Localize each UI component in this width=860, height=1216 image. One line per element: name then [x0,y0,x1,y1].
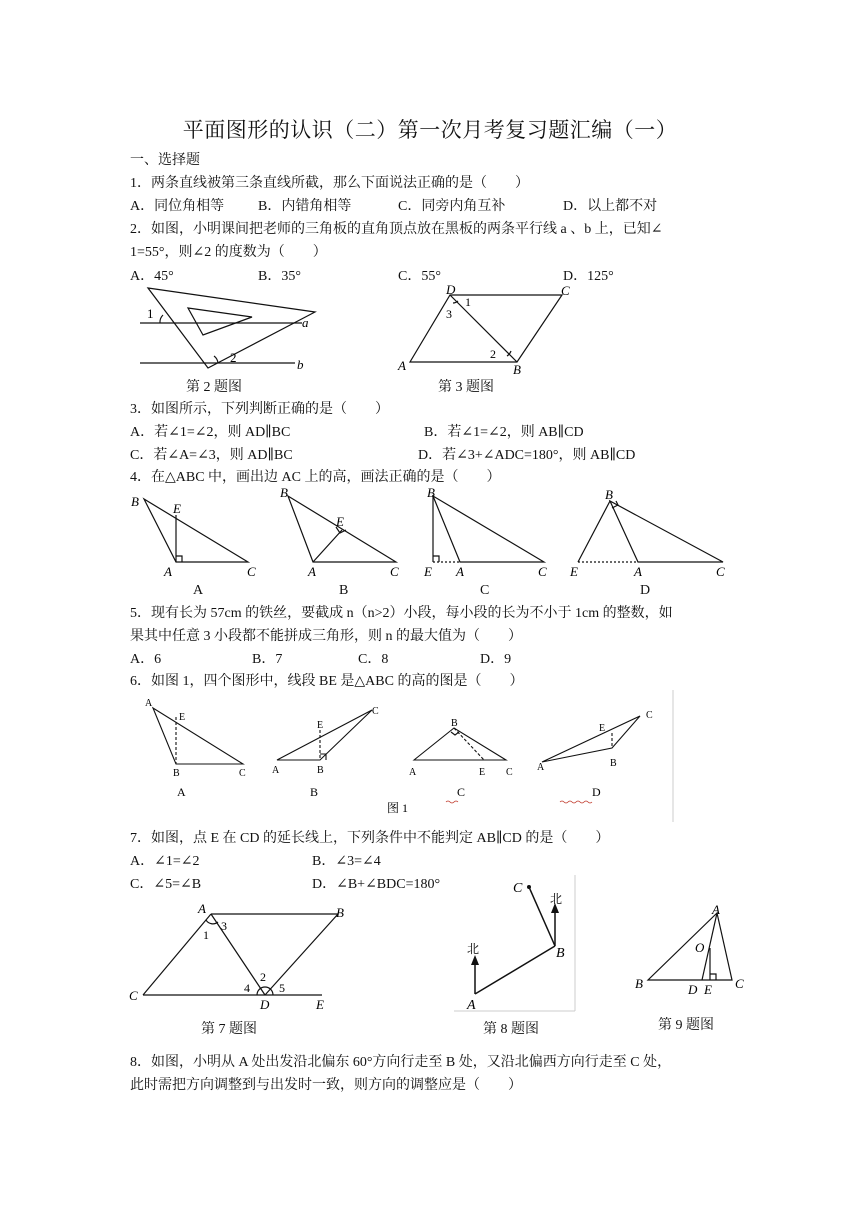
q1-stem: 1．两条直线被第三条直线所截，那么下面说法正确的是（ ） [130,176,529,191]
fig4b-label-e: E [336,514,344,529]
q3-stem: 3．如图所示，下列判断正确的是（ ） [130,402,389,417]
fig6-option-d: D [592,785,601,799]
fig8-caption: 第 8 题图 [483,1022,539,1037]
q7-option-c: C．∠5=∠B [130,877,202,892]
fig4c-label-a: A [456,564,464,579]
figure-q7 [126,900,346,1015]
fig7-label-c: C [129,988,138,1003]
q7-option-b: B．∠3=∠4 [312,854,381,869]
fig8-label-north-b: 北 [550,892,563,906]
fig6-option-b: B [310,785,319,799]
fig7-label-1: 1 [203,928,209,942]
q1-option-c: C．同旁内角互补 [398,199,506,214]
fig6d-label-a: A [537,762,545,773]
fig6d-label-b: B [610,758,617,769]
fig6-option-c: C [457,785,466,799]
fig4a-label-a: A [164,564,172,579]
fig6a-label-b: B [173,768,180,779]
q2-stem-line2: 1=55°，则∠2 的度数为（ ） [130,245,327,260]
q4-label-b: B [339,583,349,598]
fig4c-label-b: B [427,485,435,500]
fig7-caption: 第 7 题图 [201,1022,257,1037]
fig4c-label-c: C [538,564,547,579]
fig4b-label-c: C [390,564,399,579]
q1-option-a: A．同位角相等 [130,199,225,214]
q5-option-c: C．8 [358,652,389,667]
fig6a-label-c: C [239,768,246,779]
fig3-label-b: B [513,362,521,377]
fig6c-label-c: C [506,767,513,778]
fig3-label-c: C [561,283,570,298]
q6-stem: 6．如图 1，四个图形中，线段 BE 是△ABC 的高的图是（ ） [130,674,524,689]
fig9-label-d: D [688,982,698,997]
fig2-caption: 第 2 题图 [186,380,242,395]
fig9-label-o: O [695,940,705,955]
fig6-option-a: A [177,785,186,799]
q5-option-b: B．7 [252,652,283,667]
fig2-label-a: a [302,315,309,330]
page-title: 平面图形的认识（二）第一次月考复习题汇编（一） [182,118,678,142]
q1-option-d: D．以上都不对 [563,199,658,214]
q5-stem-line1: 5．现有长为 57cm 的铁丝，要截成 n（n>2）小段，每小段的长为不小于 1cm 的整数，如 [130,606,673,621]
fig7-label-b: B [336,905,344,920]
fig7-label-a: A [198,901,206,916]
fig7-label-d: D [260,997,270,1012]
fig7-label-3: 3 [221,919,227,933]
q2-option-b: B．35° [258,269,301,284]
fig6b-label-c: C [372,706,379,717]
fig6c-label-b: B [451,718,458,729]
figure-q3 [395,282,585,377]
q7-option-a: A．∠1=∠2 [130,854,200,869]
fig7-label-5: 5 [279,981,285,995]
fig9-label-b: B [635,976,643,991]
fig8-label-b: B [556,946,565,961]
fig6c-label-e: E [479,767,486,778]
q4-label-c: C [480,583,490,598]
q8-stem-line1: 8．如图，小明从 A 处出发沿北偏东 60°方向行走至 B 处，又沿北偏西方向行走至 C 处， [130,1055,672,1070]
fig4d-label-b: B [605,487,613,502]
fig3-label-1: 1 [465,295,471,309]
q3-option-d: D．若∠3+∠ADC=180°，则 AB∥CD [418,448,636,463]
q2-stem-line1: 2．如图，小明课间把老师的三角板的直角顶点放在黑板的两条平行线 a 、b 上，已知∠ [130,222,663,237]
figure-q6 [130,690,675,822]
q4-label-a: A [193,583,204,598]
fig3-label-2: 2 [490,347,496,361]
fig4a-label-b: B [131,494,139,509]
fig3-caption: 第 3 题图 [438,380,494,395]
section-heading: 一、选择题 [130,153,200,168]
q2-option-d: D．125° [563,269,614,284]
q3-option-b: B．若∠1=∠2，则 AB∥CD [424,425,584,440]
fig4a-label-c: C [247,564,256,579]
fig7-label-4: 4 [244,981,250,995]
fig6c-label-a: A [409,767,417,778]
fig6b-label-b: B [317,765,324,776]
figure-q2 [130,285,320,375]
q3-option-a: A．若∠1=∠2，则 AD∥BC [130,425,291,440]
fig3-label-3: 3 [446,307,452,321]
figure-q4 [128,484,738,584]
fig4d-label-a: A [634,564,642,579]
q7-option-d: D．∠B+∠BDC=180° [312,877,441,892]
fig4d-label-e: E [570,564,578,579]
fig6a-label-e: E [179,712,186,723]
fig6b-label-e: E [317,720,324,731]
fig6a-label-a: A [145,698,153,709]
q3-option-c: C．若∠A=∠3，则 AD∥BC [130,448,293,463]
q7-stem: 7．如图，点 E 在 CD 的延长线上，下列条件中不能判定 AB∥CD 的是（ ） [130,831,610,846]
fig4b-label-a: A [308,564,316,579]
fig6b-label-a: A [272,765,280,776]
fig9-label-c: C [735,976,744,991]
fig8-label-north-a: 北 [467,942,480,956]
fig4d-label-c: C [716,564,725,579]
q4-stem: 4．在△ABC 中，画出边 AC 上的高，画法正确的是（ ） [130,470,501,485]
fig7-label-e: E [316,997,324,1012]
fig8-label-c: C [513,881,523,896]
fig9-caption: 第 9 题图 [658,1018,714,1033]
fig4b-label-b: B [280,485,288,500]
fig2-label-1: 1 [147,306,154,321]
fig6-caption: 图 1 [387,801,409,815]
fig6d-label-c: C [646,710,653,721]
figure-q8 [452,873,577,1015]
q4-label-d: D [640,583,651,598]
q1-option-b: B．内错角相等 [258,199,352,214]
q2-option-a: A．45° [130,269,174,284]
fig4c-label-e: E [424,564,432,579]
q5-option-a: A．6 [130,652,162,667]
q2-option-c: C．55° [398,269,441,284]
fig8-label-a: A [467,998,476,1013]
fig4a-label-e: E [173,501,181,516]
q5-option-d: D．9 [480,652,512,667]
fig3-label-d: D [446,282,456,297]
figure-q9 [632,902,757,1002]
q5-stem-line2: 果其中任意 3 小段都不能拼成三角形，则 n 的最大值为（ ） [130,629,522,644]
fig9-label-e: E [704,982,712,997]
fig9-label-a: A [712,902,720,917]
fig2-label-2: 2 [230,350,237,365]
fig3-label-a: A [398,358,406,373]
fig6d-label-e: E [599,723,606,734]
q8-stem-line2: 此时需把方向调整到与出发时一致，则方向的调整应是（ ） [130,1078,522,1093]
fig2-label-b: b [297,357,304,372]
fig7-label-2: 2 [260,970,266,984]
